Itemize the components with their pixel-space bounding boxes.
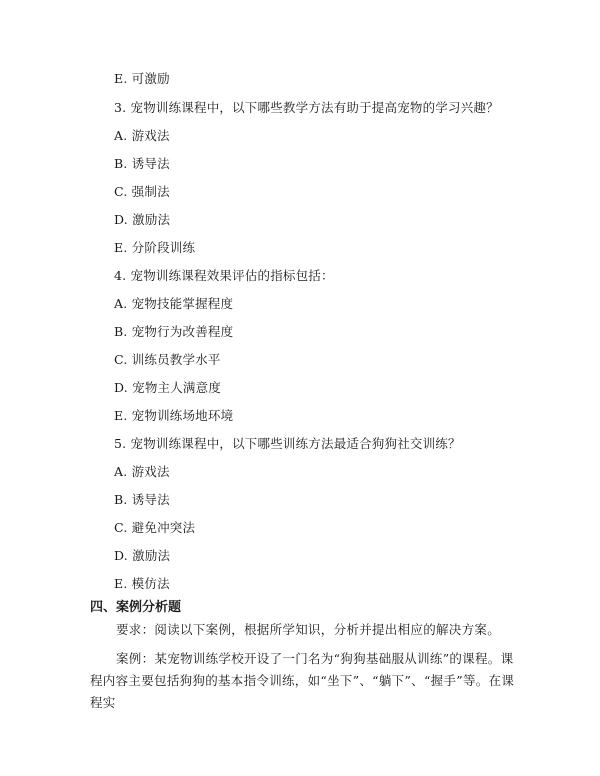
section-title: 四、案例分析题 [90, 600, 182, 615]
q5-option-b: B. 诱导法 [114, 492, 170, 507]
case-paragraph: 案例：某宠物训练学校开设了一门名为“狗狗基础服从训练”的课程。课程内容主要包括狗狗的基本指令训练，如“坐下”、“躺下”、“握手”等。在课程实 [90, 651, 515, 710]
q4-question: 4. 宠物训练课程效果评估的指标包括： [114, 268, 334, 283]
requirement-paragraph: 要求：阅读以下案例，根据所学知识，分析并提出相应的解决方案。 [116, 622, 501, 637]
q3-option-b: B. 诱导法 [114, 156, 170, 171]
q5-option-a: A. 游戏法 [114, 464, 170, 479]
q3-option-d: D. 激励法 [114, 212, 171, 227]
q4-option-b: B. 宠物行为改善程度 [114, 324, 234, 339]
q5-option-c: C. 避免冲突法 [114, 520, 196, 535]
q4-option-e: E. 宠物训练场地环境 [114, 408, 234, 423]
q2-option-e: E. 可激励 [114, 71, 170, 86]
q5-option-e: E. 模仿法 [114, 576, 170, 591]
q4-option-a: A. 宠物技能掌握程度 [114, 296, 234, 311]
q3-option-c: C. 强制法 [114, 184, 170, 199]
q4-option-c: C. 训练员教学水平 [114, 352, 221, 367]
q3-question: 3. 宠物训练课程中，以下哪些教学方法有助于提高宠物的学习兴趣？ [114, 100, 499, 115]
q5-question: 5. 宠物训练课程中，以下哪些训练方法最适合狗狗社交训练？ [114, 436, 461, 451]
q3-option-a: A. 游戏法 [114, 128, 170, 143]
q3-option-e: E. 分阶段训练 [114, 240, 196, 255]
q4-option-d: D. 宠物主人满意度 [114, 380, 222, 395]
q5-option-d: D. 激励法 [114, 548, 171, 563]
